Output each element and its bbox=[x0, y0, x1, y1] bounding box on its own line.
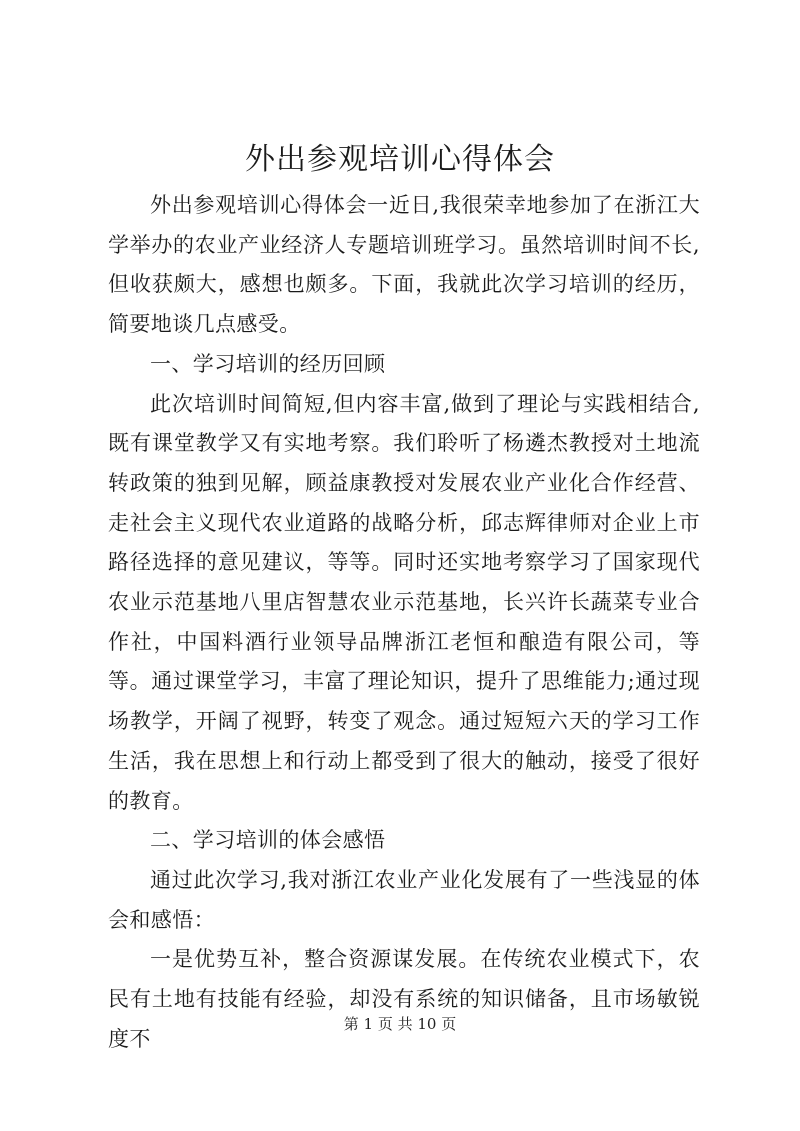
section-heading-1: 一、学习培训的经历回顾 bbox=[150, 351, 386, 376]
document-title: 外出参观培训心得体会 bbox=[245, 142, 555, 177]
document-body bbox=[108, 186, 700, 1059]
section-2-point-1-paragraph: 一是优势互补，整合资源谋发展。在传统农业模式下，农民有土地有技能有经验，却没有系统的知识储备，且市场敏锐度不 bbox=[108, 947, 700, 1051]
section-heading-2: 二、学习培训的体会感悟 bbox=[150, 828, 386, 853]
page-footer: 第 1 页 共 10 页 bbox=[343, 1015, 457, 1033]
section-1-paragraph: 此次培训时间简短,但内容丰富,做到了理论与实践相结合,既有课堂教学又有实地考察。我们聆听了杨遴杰教授对土地流转政策的独到见解，顾益康教授对发展农业产业化合作经营、走社会主义现代农业道路的战略分析，邱志辉律师对企业上市路径选择的意见建议，等等。同时还实地考察学习了国家现代农业示范基地八里店智慧农业示范基地，长兴许长蔬菜专业合作社，中国料酒行业领导品牌浙江老恒和酿造有限公司，等等。通过课堂学习，丰富了理论知识，提升了思维能力;通过现场教学，开阔了视野，转变了观念。通过短短六天的学习工作生活，我在思想上和行动上都受到了很大的触动，接受了很好的教育。 bbox=[108, 391, 700, 813]
intro-paragraph: 外出参观培训心得体会一近日,我很荣幸地参加了在浙江大学举办的农业产业经济人专题培训班学习。虽然培训时间不长,但收获颇大，感想也颇多。下面，我就此次学习培训的经历，简要地谈几点感受。 bbox=[108, 193, 700, 337]
section-2-intro-paragraph: 通过此次学习,我对浙江农业产业化发展有了一些浅显的体会和感悟： bbox=[108, 867, 700, 932]
